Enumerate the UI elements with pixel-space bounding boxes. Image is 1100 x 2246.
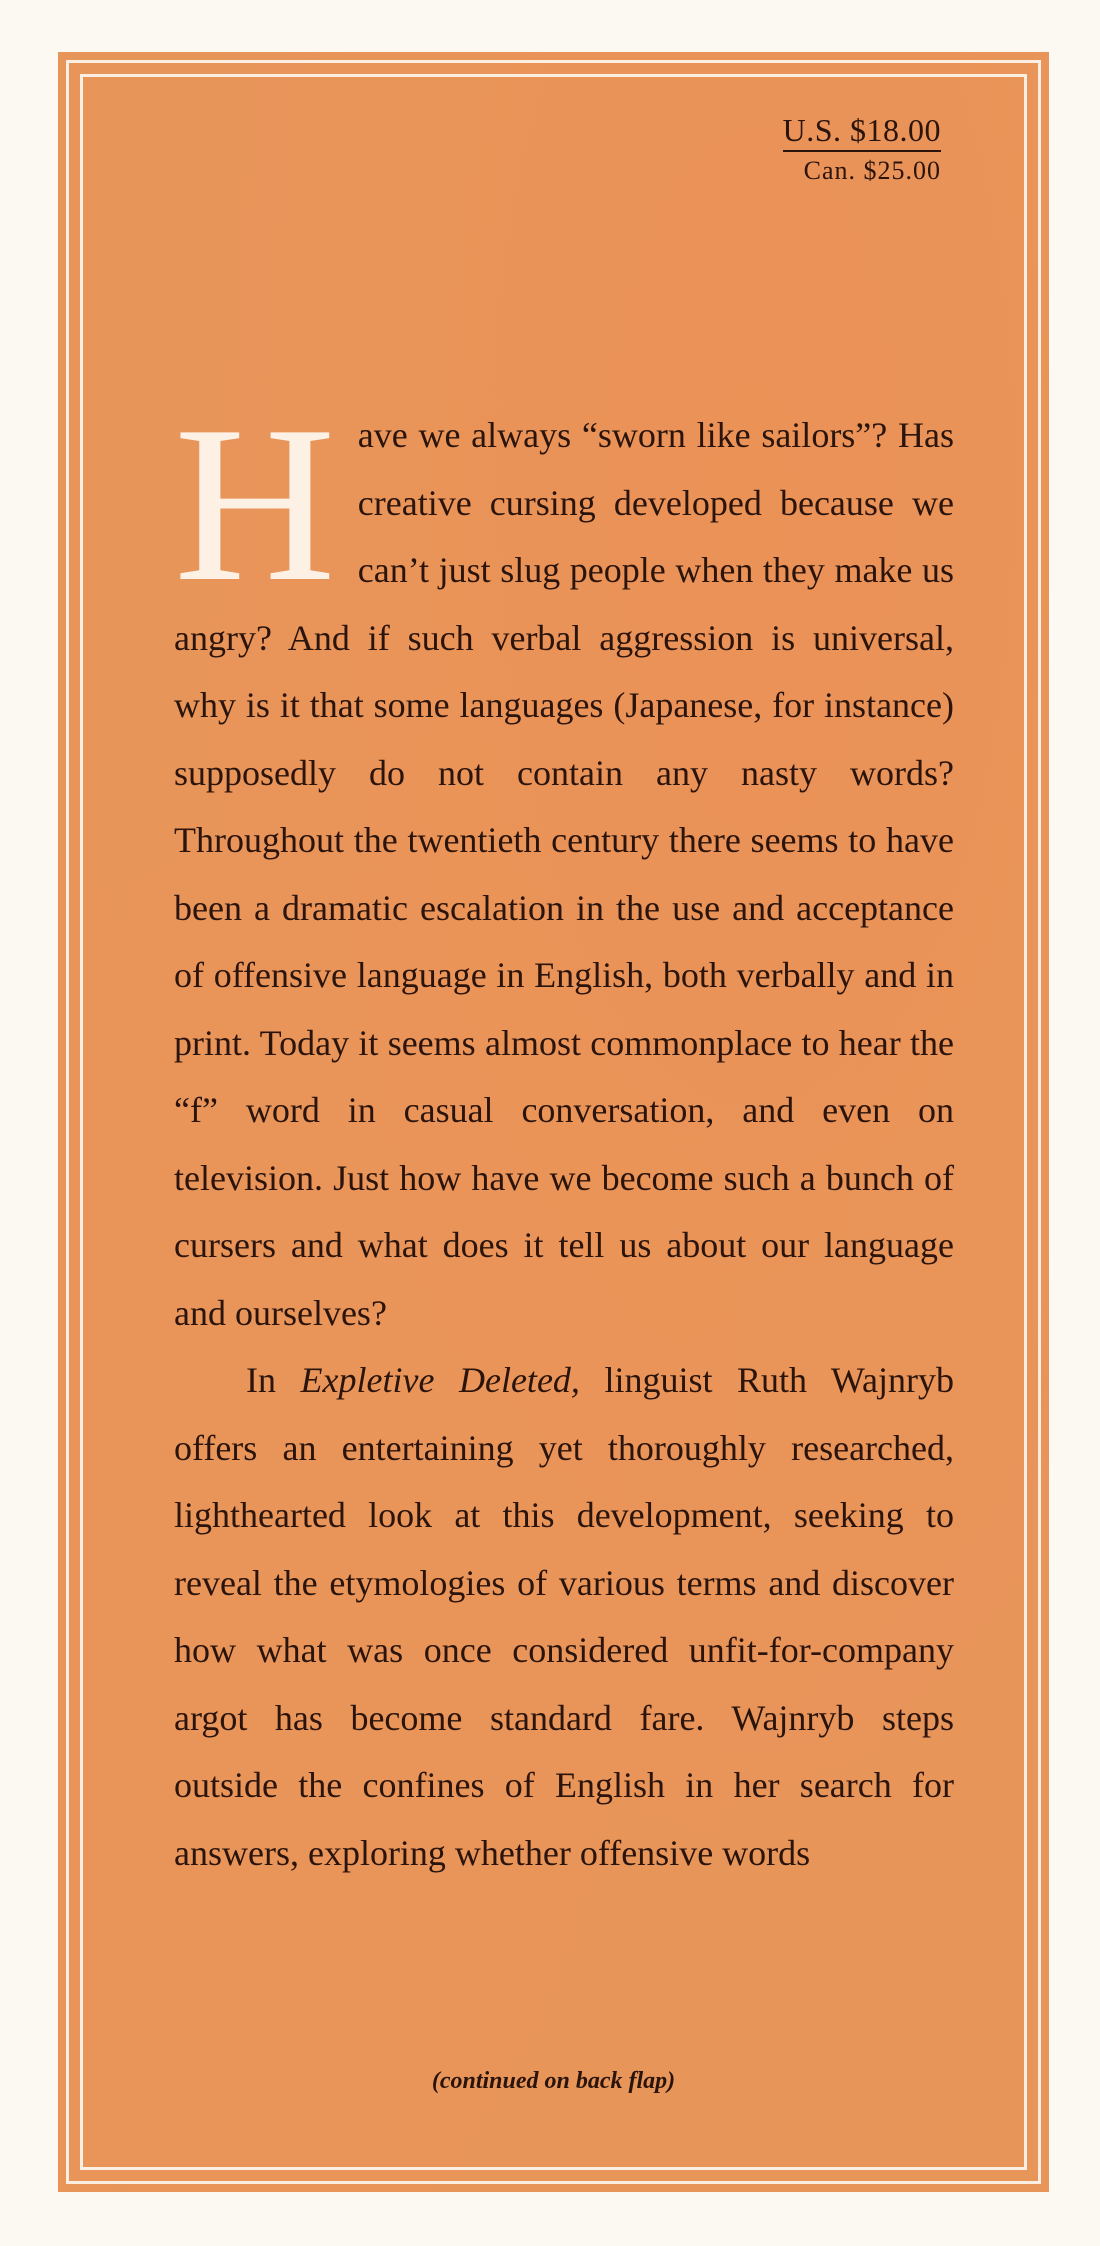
price-block <box>783 114 941 184</box>
paragraph-2-text: linguist Ruth Wajnryb offers an entertaining yet thoroughly researched, lighthearted look at this development, seeking to reveal the etymologies of various terms and discover how what was once considered unfit-for-company argot has become standard fare. Wajnryb steps outside the confines of English in her search for answers, exploring whether offensive words <box>174 1360 954 1873</box>
flap-copy <box>174 380 954 1887</box>
book-title: Expletive Deleted, <box>300 1360 580 1400</box>
paragraph-1 <box>174 380 954 1347</box>
price-can: Can. $25.00 <box>803 156 941 185</box>
continued-note: (continued on back flap) <box>431 2068 676 2094</box>
paragraph-1-text: ave we always “sworn like sailors”? Has creative cursing developed because we can’t just slug people when they make us angry? And if such verbal aggression is universal, why is it that some languages (Japanese, for instance) supposedly do not contain any nasty words? Throughout the twentieth century there seems to have been a dramatic escalation in the use and acceptance of offensive language in English, both verbally and in print. Today it seems almost commonplace to hear the “f” word in casual conversation, and even on television. Just how have we become such a bunch of cursers and what does it tell us about our language and ourselves? <box>174 415 954 1333</box>
drop-cap: H <box>174 380 336 628</box>
paragraph-2-lead: In <box>246 1360 301 1400</box>
paragraph-2 <box>174 1347 954 1887</box>
front-flap <box>58 52 1049 2192</box>
price-us: U.S. $18.00 <box>783 114 941 152</box>
